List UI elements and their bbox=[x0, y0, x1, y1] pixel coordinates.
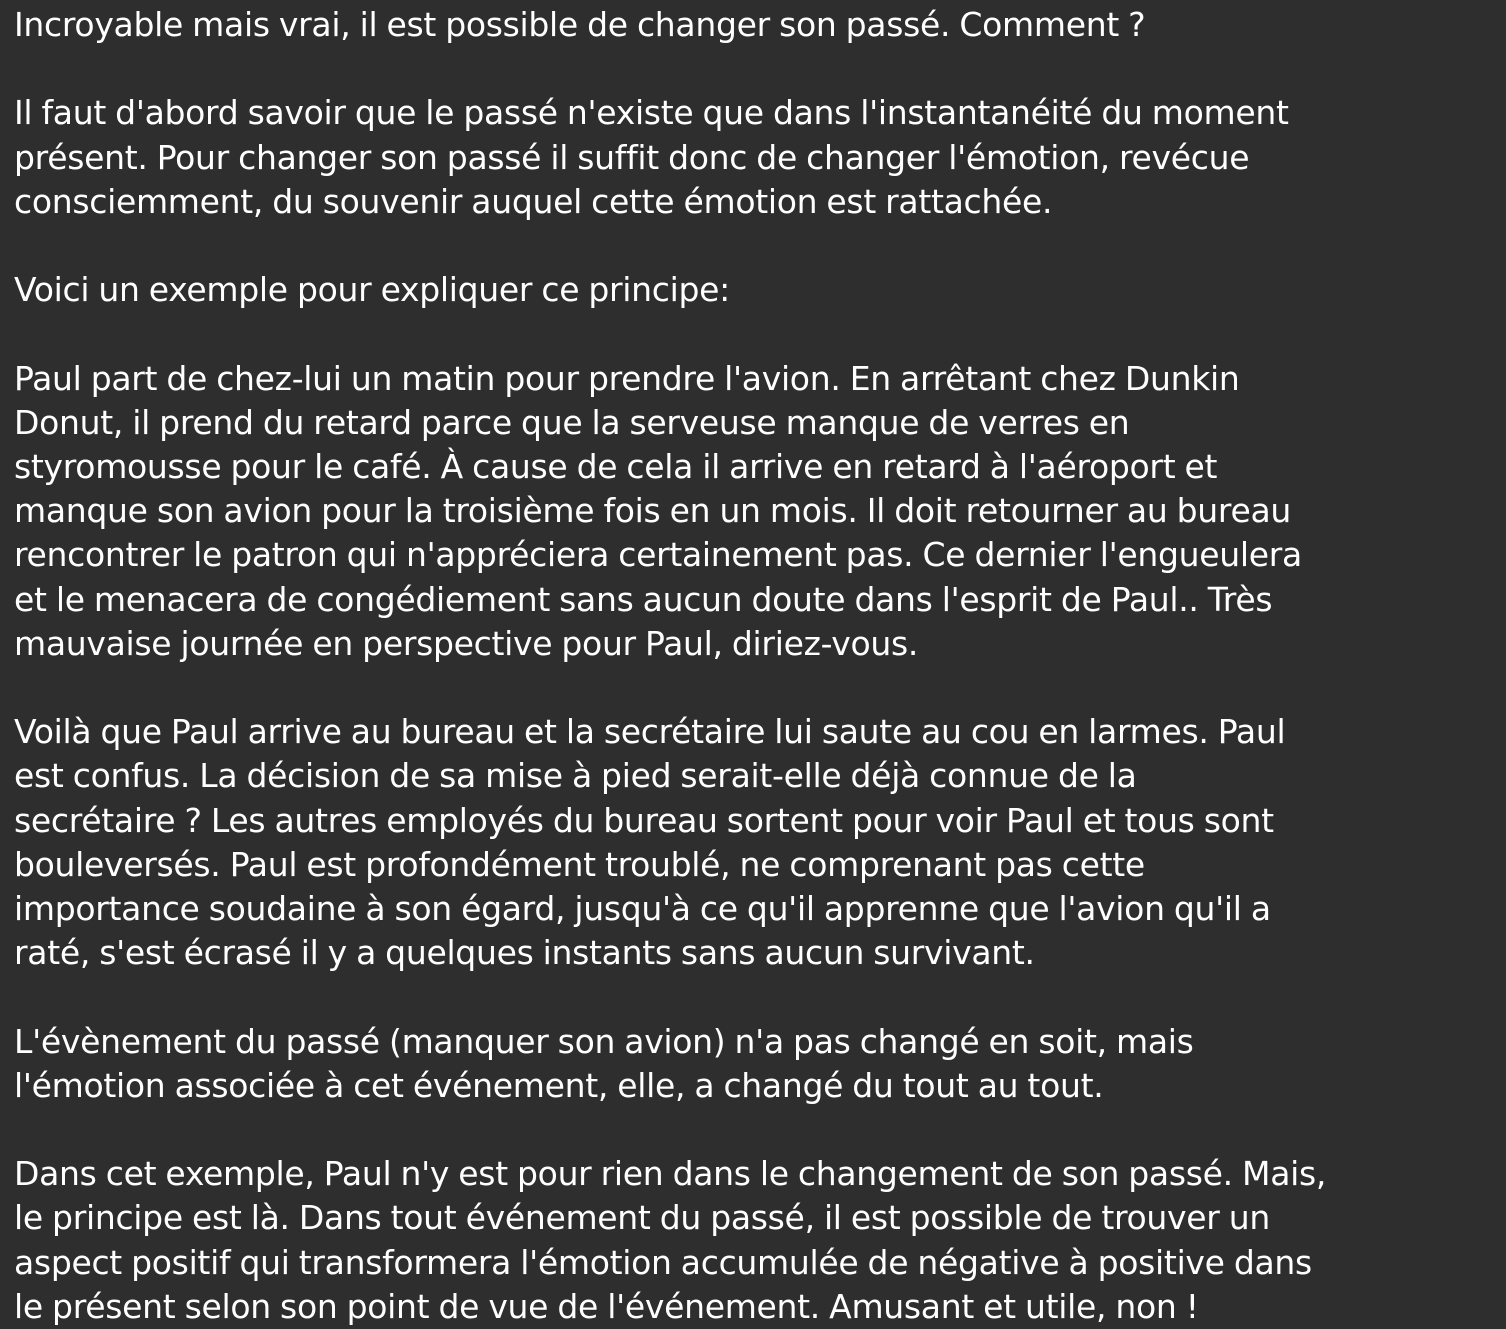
paragraph-intro: Incroyable mais vrai, il est possible de changer son passé. Comment ? bbox=[14, 5, 1146, 44]
paragraph-example-intro: Voici un exemple pour expliquer ce principe: bbox=[14, 270, 730, 310]
paragraph-emotion-change: L'évènement du passé (manquer son avion) n'a pas changé en soit, mais l'émotion associée à cet événement, elle, a changé du tout au tout. bbox=[14, 1021, 1194, 1105]
paragraph-paul-story: Paul part de chez-lui un matin pour prendre l'avion. En arrêtant chez Dunkin Donut, il prend du retard parce que la serveuse manque de verres en styromousse pour le café. À cause de cela il arrive en retard à l'aéroport et manque son avion pour la troisième fois en un mois. Il doit retourner au bureau rencontrer le patron qui n'appréciera certainement pas. Ce dernier l'engueulera et le menacera de congédiement sans aucun doute dans l'esprit de Paul.. Très mauvaise journée en perspective pour Paul, diriez-vous. bbox=[14, 358, 1302, 663]
paragraph-past-definition: Il faut d'abord savoir que le passé n'existe que dans l'instantanéité du moment présent. Pour changer son passé il suffit donc de changer l'émotion, revécue consciemment, du souvenir auquel cette émotion est rattachée. bbox=[14, 93, 1289, 221]
paragraph-conclusion: Dans cet exemple, Paul n'y est pour rien dans le changement de son passé. Mais, le principe est là. Dans tout événement du passé, il est possible de trouver un aspect positif qui transformera l'émotion accumulée de négative à positive dans le présent selon son point de vue de l'événement. Amusant et utile, non ! bbox=[14, 1154, 1327, 1326]
paragraph-office-arrival: Voilà que Paul arrive au bureau et la secrétaire lui saute au cou en larmes. Paul est confus. La décision de sa mise à pied serait-elle déjà connue de la secrétaire ? Les autres employés du bureau sortent pour voir Paul et tous sont bouleversés. Paul est profondément troublé, ne comprenant pas cette importance soudaine à son égard, jusqu'à ce qu'il apprenne que l'avion qu'il a raté, s'est écrasé il y a quelques instants sans aucun survivant. bbox=[14, 712, 1286, 973]
